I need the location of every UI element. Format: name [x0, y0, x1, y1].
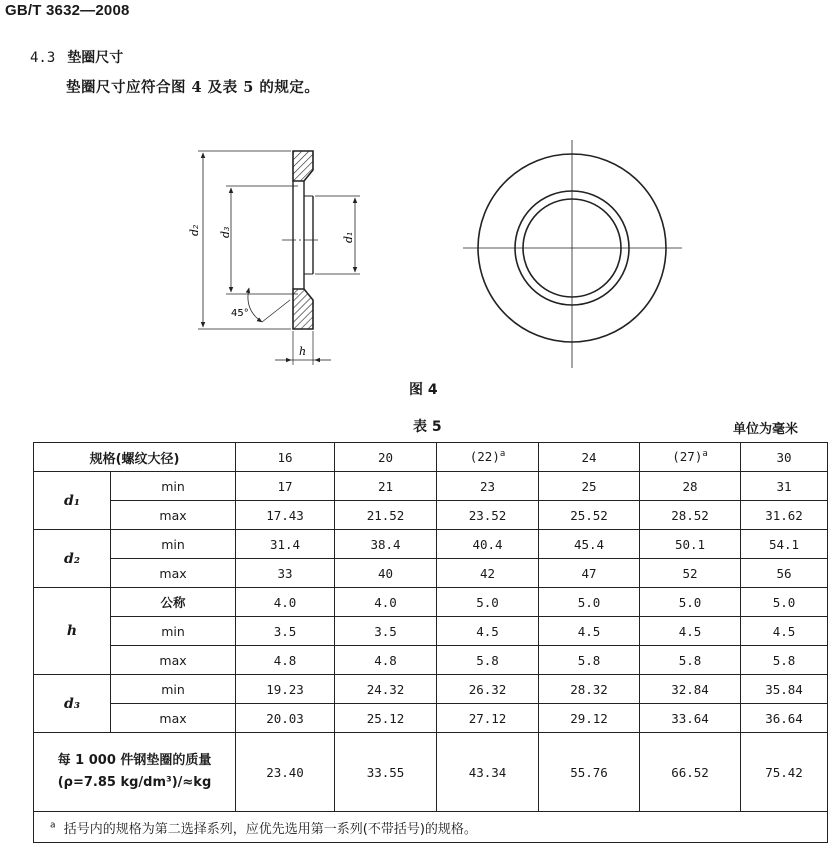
- value-cell: 28.32: [539, 675, 640, 704]
- table-row: [34, 588, 828, 617]
- size-footnote-mark: a: [702, 449, 708, 460]
- size-cell-text: (22): [469, 449, 500, 465]
- footnote: [34, 812, 828, 843]
- footnote-text: 括号内的规格为第二选择系列，应优先选用第一系列(不带括号)的规格。: [63, 821, 477, 837]
- value-cell: 38.4: [335, 530, 437, 559]
- value-cell: 50.1: [640, 530, 741, 559]
- mass-label-line1: 每 1 000 件钢垫圈的质量: [57, 753, 212, 768]
- table-row: [34, 472, 828, 501]
- mass-value: 75.42: [741, 733, 828, 812]
- table-row: [34, 646, 828, 675]
- size-cell: 24: [539, 443, 640, 472]
- row-label: min: [111, 617, 236, 646]
- value-cell: 23.52: [437, 501, 539, 530]
- value-cell: 28.52: [640, 501, 741, 530]
- table-caption: 表 5: [413, 419, 442, 435]
- mass-value: 33.55: [335, 733, 437, 812]
- dim-d2-label: d₂: [188, 224, 201, 236]
- value-cell: 52: [640, 559, 741, 588]
- value-cell: 5.8: [640, 646, 741, 675]
- value-cell: 54.1: [741, 530, 828, 559]
- value-cell: 31.62: [741, 501, 828, 530]
- size-cell: 20: [335, 443, 437, 472]
- mass-value: 55.76: [539, 733, 640, 812]
- value-cell: 24.32: [335, 675, 437, 704]
- row-label: min: [111, 472, 236, 501]
- dim-d1-label: d₁: [342, 231, 355, 243]
- mass-label: [34, 733, 236, 812]
- value-cell: 33: [236, 559, 335, 588]
- value-cell: 29.12: [539, 704, 640, 733]
- section-hatch-top: [293, 151, 313, 181]
- row-label: min: [111, 530, 236, 559]
- size-cell: 30: [741, 443, 828, 472]
- washer-drawing: [0, 0, 836, 400]
- value-cell: 4.5: [539, 617, 640, 646]
- table-row: [34, 530, 828, 559]
- value-cell: 4.5: [640, 617, 741, 646]
- size-header-label: 规格(螺纹大径): [34, 443, 236, 472]
- size-cell: [437, 443, 539, 472]
- value-cell: 19.23: [236, 675, 335, 704]
- value-cell: 5.8: [539, 646, 640, 675]
- value-cell: 5.8: [437, 646, 539, 675]
- value-cell: 21.52: [335, 501, 437, 530]
- section-title: 垫圈尺寸: [67, 50, 124, 66]
- row-label: min: [111, 675, 236, 704]
- value-cell: 21: [335, 472, 437, 501]
- mass-value: 66.52: [640, 733, 741, 812]
- table-row: [34, 501, 828, 530]
- value-cell: 4.8: [236, 646, 335, 675]
- mass-row: [34, 733, 828, 812]
- group-symbol-d2: d₂: [34, 530, 111, 588]
- mass-value: 43.34: [437, 733, 539, 812]
- value-cell: 5.0: [539, 588, 640, 617]
- group-symbol-d1: d₁: [34, 472, 111, 530]
- table-row: [34, 617, 828, 646]
- value-cell: 5.0: [741, 588, 828, 617]
- value-cell: 56: [741, 559, 828, 588]
- washer-front-view: [463, 140, 682, 368]
- table-row: [34, 704, 828, 733]
- value-cell: 33.64: [640, 704, 741, 733]
- washer-section-view: [188, 151, 360, 365]
- section-number: 4.3: [30, 50, 56, 66]
- value-cell: 3.5: [236, 617, 335, 646]
- mass-label-line2: (ρ=7.85 kg/dm³)/≈kg: [57, 775, 212, 790]
- value-cell: 26.32: [437, 675, 539, 704]
- value-cell: 17: [236, 472, 335, 501]
- dim-d3-label: d₃: [219, 226, 232, 238]
- size-cell: [640, 443, 741, 472]
- value-cell: 5.8: [741, 646, 828, 675]
- standard-code: GB/T 3632—2008: [5, 2, 130, 19]
- figure-caption: 图 4: [409, 382, 438, 398]
- angle-arc: [248, 288, 262, 322]
- value-cell: 25: [539, 472, 640, 501]
- value-cell: 28: [640, 472, 741, 501]
- dimension-table: [33, 442, 828, 843]
- dim-h-label: h: [299, 345, 307, 358]
- row-label: max: [111, 501, 236, 530]
- row-label: max: [111, 704, 236, 733]
- mass-value: 23.40: [236, 733, 335, 812]
- row-label: max: [111, 559, 236, 588]
- value-cell: 3.5: [335, 617, 437, 646]
- footnote-row: [34, 812, 828, 843]
- value-cell: 31: [741, 472, 828, 501]
- value-cell: 4.5: [741, 617, 828, 646]
- size-footnote-mark: a: [499, 449, 506, 460]
- value-cell: 4.0: [236, 588, 335, 617]
- value-cell: 35.84: [741, 675, 828, 704]
- value-cell: 25.52: [539, 501, 640, 530]
- value-cell: 40.4: [437, 530, 539, 559]
- row-label: max: [111, 646, 236, 675]
- value-cell: 23: [437, 472, 539, 501]
- value-cell: 40: [335, 559, 437, 588]
- table-header-row: [34, 443, 828, 472]
- value-cell: 4.5: [437, 617, 539, 646]
- size-cell-text: (27): [672, 449, 703, 465]
- value-cell: 45.4: [539, 530, 640, 559]
- unit-note: 单位为毫米: [733, 422, 799, 437]
- table-row: [34, 559, 828, 588]
- value-cell: 17.43: [236, 501, 335, 530]
- footnote-mark: a: [50, 820, 56, 831]
- value-cell: 42: [437, 559, 539, 588]
- table-row: [34, 675, 828, 704]
- value-cell: 31.4: [236, 530, 335, 559]
- size-cell: 16: [236, 443, 335, 472]
- value-cell: 5.0: [437, 588, 539, 617]
- value-cell: 36.64: [741, 704, 828, 733]
- value-cell: 47: [539, 559, 640, 588]
- value-cell: 20.03: [236, 704, 335, 733]
- body-paragraph: 垫圈尺寸应符合图 4 及表 5 的规定。: [66, 79, 320, 96]
- value-cell: 25.12: [335, 704, 437, 733]
- value-cell: 32.84: [640, 675, 741, 704]
- angle-label: 45°: [231, 308, 249, 319]
- value-cell: 27.12: [437, 704, 539, 733]
- value-cell: 4.0: [335, 588, 437, 617]
- group-symbol-h: h: [34, 588, 111, 675]
- value-cell: 4.8: [335, 646, 437, 675]
- value-cell: 5.0: [640, 588, 741, 617]
- group-symbol-d3: d₃: [34, 675, 111, 733]
- row-label: 公称: [111, 588, 236, 617]
- section-hatch-bottom: [293, 289, 313, 329]
